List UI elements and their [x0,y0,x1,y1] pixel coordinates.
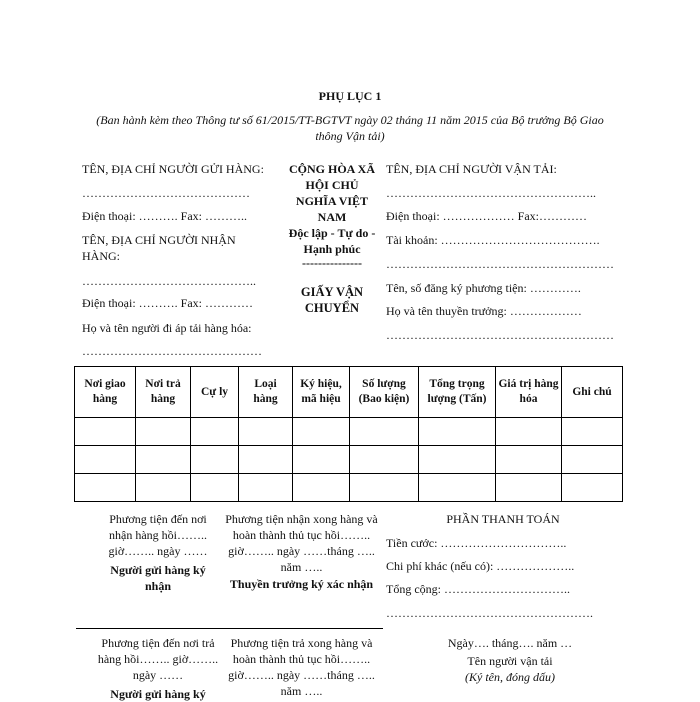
loading-done-block [214,511,389,592]
document-title-line-2: CHUYỂN [304,301,360,315]
table-cell[interactable] [496,418,562,446]
table-cell[interactable] [350,474,419,502]
loading-done-line-3: giờ…….. ngày ……tháng ….. [228,544,375,558]
table-cell[interactable] [239,474,293,502]
payment-title: PHẦN THANH TOÁN [446,512,560,526]
delivery-arrival-line-3: ngày …… [132,668,184,682]
table-cell[interactable] [496,474,562,502]
table-cell[interactable] [293,474,350,502]
table-cell[interactable] [136,418,191,446]
pickup-arrival-line-1: Phương tiện đến nơi [109,512,207,526]
national-line-1: CỘNG HÒA XÃ [288,162,375,176]
carrier-account-dots: ………………………………………………… [386,257,614,271]
header-total-weight: Tổng trọng lượng (Tấn) [419,367,496,418]
page-title: PHỤ LỤC 1 [318,89,382,103]
carrier-sign-name: Tên người vận tải [467,654,553,668]
sender-sign-label-2: nhận [144,579,172,593]
table-row [75,446,623,474]
receiver-label-1: TÊN, ĐỊA CHỈ NGƯỜI NHẬN [82,233,236,247]
receiver-label-2: HÀNG: [82,249,120,263]
table-cell[interactable] [191,418,239,446]
document-title [282,284,382,316]
table-cell[interactable] [496,446,562,474]
escort-dots: ……………………………………… [82,344,262,358]
sender-sign-label-1: Người gửi hàng ký [110,563,206,577]
motto-line-1: Độc lập - Tự do - [288,226,376,240]
payment-dots: ……………………………………………. [386,606,593,620]
cargo-table [74,366,623,502]
divider-line [76,628,383,629]
table-row [75,418,623,446]
sender-phone: Điện thoại: ………. Fax: ……….. [82,209,247,223]
header-cargo-type: Loại hàng [239,367,293,418]
payment-total: Tổng cộng: ………………………….. [386,582,570,596]
carrier-label: TÊN, ĐỊA CHỈ NGƯỜI VẬN TẢI: [386,162,557,176]
payment-other: Chi phí khác (nếu có): ……………….. [386,559,575,573]
unloading-done-line-4: năm ….. [280,684,323,698]
table-cell[interactable] [419,474,496,502]
sender-section [82,161,282,177]
unloading-done-line-3: giờ…….. ngày ……tháng ….. [228,668,375,682]
receiver-dots: …………………………………….. [82,274,256,288]
unloading-done-block [214,635,389,699]
captain-sign-label: Thuyền trưởng ký xác nhận [229,577,374,591]
carrier-account: Tài khoản: …………………………………. [386,233,600,247]
table-cell[interactable] [75,474,136,502]
table-cell[interactable] [191,446,239,474]
receiver-phone: Điện thoại: ………. Fax: ………… [82,296,253,310]
national-line-2: HỘI CHỦ [305,178,359,192]
table-cell[interactable] [75,418,136,446]
table-cell[interactable] [419,446,496,474]
sender-sign-label: Người gửi hàng ký [110,687,206,701]
table-cell[interactable] [293,446,350,474]
carrier-dots: …………………………………………….. [386,186,596,200]
table-cell[interactable] [136,474,191,502]
header-distance: Cự ly [191,367,239,418]
table-cell[interactable] [136,446,191,474]
table-cell[interactable] [419,418,496,446]
loading-done-line-1: Phương tiện nhận xong hàng và [225,512,378,526]
motto-line-2: Hạnh phúc [303,242,361,256]
table-cell[interactable] [350,446,419,474]
unloading-done-line-1: Phương tiện trả xong hàng và [230,636,373,650]
table-row [75,474,623,502]
unloading-done-line-2: hoàn thành thủ tục hồi…….. [232,652,371,666]
escort-label: Họ và tên người đi áp tải hàng hóa: [82,321,252,335]
header-mark-code: Ký hiệu, mã hiệu [293,367,350,418]
loading-done-line-4: năm ….. [280,560,323,574]
table-cell[interactable] [191,474,239,502]
sender-label: TÊN, ĐỊA CHỈ NGƯỜI GỬI HÀNG: [82,162,264,176]
vehicle-registration: Tên, số đăng ký phương tiện: …………. [386,281,581,295]
delivery-arrival-line-1: Phương tiện đến nơi trả [101,636,215,650]
header-quantity: Số lượng (Bao kiện) [350,367,419,418]
motto-divider: --------------- [302,256,362,270]
table-cell[interactable] [239,446,293,474]
table-cell[interactable] [562,474,623,502]
national-line-3: NGHĨA VIỆT [295,194,369,208]
subtitle-line-1: (Ban hành kèm theo Thông tư số 61/2015/TT-BGTVT ngày 02 tháng 11 năm 2015 của Bộ trưởng Bộ Giao [96,113,604,127]
carrier-sign-date: Ngày…. tháng…. năm … [447,636,573,650]
table-cell[interactable] [75,446,136,474]
pickup-arrival-line-3: giờ…….. ngày …… [108,544,208,558]
payment-fee: Tiền cước: ………………………….. [386,536,567,550]
table-cell[interactable] [293,418,350,446]
header-cargo-value: Giá trị hàng hóa [496,367,562,418]
table-cell[interactable] [239,418,293,446]
header-delivery-place: Nơi giao hàng [75,367,136,418]
national-line-4: NAM [317,210,347,224]
delivery-arrival-line-2: hàng hồi…….. giờ…….. [97,652,219,666]
subtitle [60,112,640,144]
subtitle-line-2: thông Vận tải) [315,129,385,143]
header-return-place: Nơi trả hàng [136,367,191,418]
loading-done-line-2: hoàn thành thủ tục hồi…….. [232,528,371,542]
captain-dots: ………………………………………………… [386,328,614,342]
header-notes: Ghi chú [562,367,623,418]
table-header-row [75,367,623,418]
carrier-sign-note: (Ký tên, đóng dấu) [465,670,555,684]
pickup-arrival-line-2: nhận hàng hồi…….. [109,528,207,542]
table-cell[interactable] [350,418,419,446]
table-cell[interactable] [562,418,623,446]
document-title-line-1: GIẤY VẬN [300,285,364,299]
table-cell[interactable] [562,446,623,474]
national-header [282,161,382,269]
carrier-phone: Điện thoại: ……………… Fax:………… [386,209,587,223]
carrier-sign-block [400,635,620,685]
captain-name: Họ và tên thuyền trưởng: ……………… [386,304,582,318]
sender-dots: …………………………………… [82,186,250,200]
